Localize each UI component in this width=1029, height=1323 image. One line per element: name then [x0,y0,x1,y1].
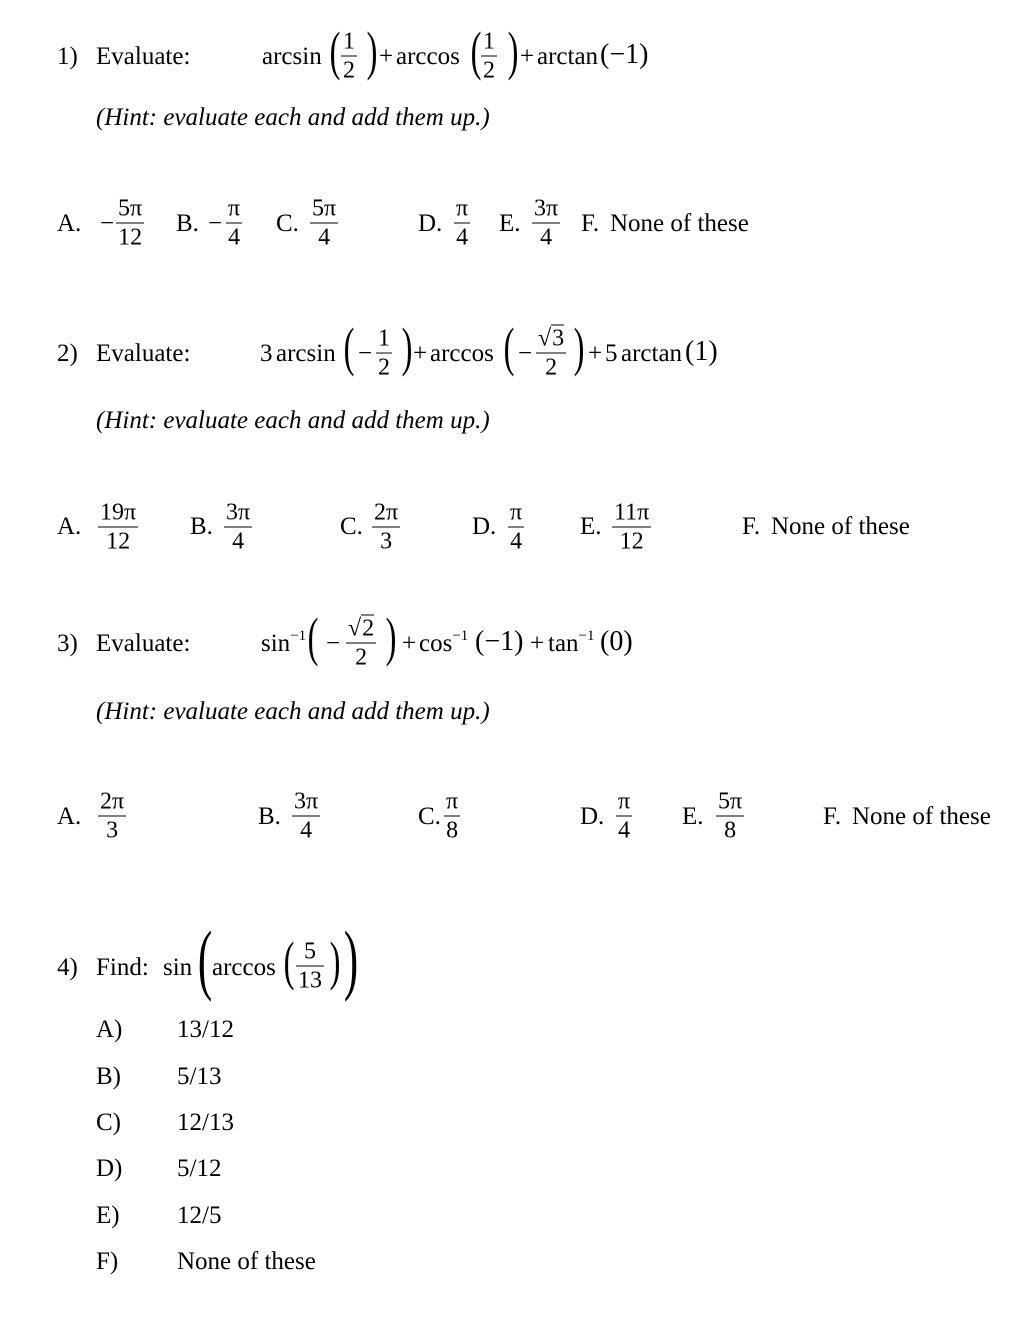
arcsin-label: arcsin [276,340,336,367]
sine-label: sin [163,954,193,981]
arcsin-label: arcsin [262,43,322,70]
fraction: 1 2 [378,325,390,381]
fraction: 3π 4 [294,788,319,844]
hint-text: (Hint: evaluate each and add them up.) [96,407,490,434]
inverse-cosine-label: $\cos^{-1}$ [419,628,469,657]
fraction: π 4 [510,499,523,555]
fraction: 5 13 [298,938,322,994]
question-verb: Evaluate: [96,630,191,657]
fraction: 5π 12 [118,195,143,251]
fraction: π 8 [446,788,459,844]
fraction: 2π 3 [374,499,399,555]
fraction: √3 2 [538,325,565,381]
question-number: 3) [57,630,78,657]
question-number: 4) [57,954,78,981]
fraction: 19π 12 [100,499,137,555]
inverse-tangent-label: $\tan^{-1}$ [548,628,595,657]
fraction: 2π 3 [100,788,125,844]
fraction: 3π 4 [534,195,559,251]
arctan-argument: (−1) [600,39,649,70]
fraction: π 4 [228,195,241,251]
sqrt-radicand: 3 [552,325,565,352]
hint-text: (Hint: evaluate each and add them up.) [96,104,490,131]
fraction: 5π 8 [718,788,743,844]
arccos-label: arccos [396,43,460,70]
fraction: 1 2 [343,28,355,84]
fraction: π 4 [456,195,469,251]
question-number: 1) [57,43,78,70]
fraction: 3π 4 [226,499,251,555]
tan-argument: (0) [600,626,633,657]
arctan-label: arctan [621,340,683,367]
fraction: π 4 [618,788,631,844]
arctan-label: arctan [537,43,599,70]
question-verb: Evaluate: [96,340,191,367]
fraction: 1 2 [483,28,495,84]
arccos-label: arccos [430,340,494,367]
question-number: 2) [57,340,78,367]
fraction: √2 2 [348,615,375,671]
fraction: 5π 4 [312,195,337,251]
inverse-sine-label: $\sin^{-1}$ [261,628,307,657]
question-verb: Evaluate: [96,43,191,70]
fraction: 11π 12 [614,499,650,555]
hint-text: (Hint: evaluate each and add them up.) [96,698,490,725]
arctan-argument: (1) [685,336,718,367]
cos-argument: (−1) [475,626,524,657]
sqrt-radicand: 2 [362,615,375,642]
arccos-label: arccos [212,954,276,981]
question-verb: Find: [96,954,149,981]
